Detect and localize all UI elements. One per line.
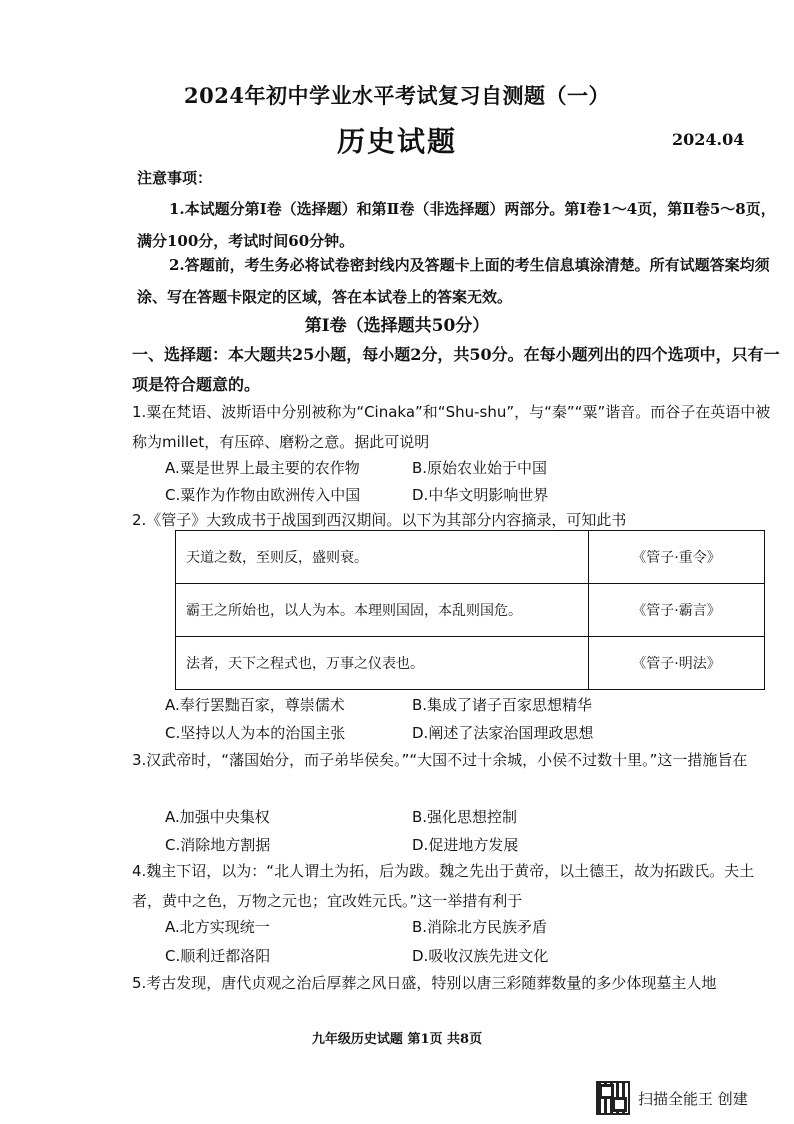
question-3-option-a: A.加强中央集权: [165, 808, 270, 826]
scanner-watermark: [596, 1081, 748, 1115]
scanner-text: 扫描全能王 创建: [638, 1089, 748, 1108]
question-1-stem: 1.粟在梵语、波斯语中分别被称为“Cinaka”和“Shu-shu”，与“秦”“粟”谐音。而谷子在英语中被称为millet，有压碎、磨粉之意。据此可说明: [132, 403, 771, 451]
table-row: [176, 584, 765, 637]
question-1-option-d: D.中华文明影响世界: [412, 486, 549, 504]
section-instruction: 一、选择题：本大题共25小题，每小题2分，共50分。在每小题列出的四个选项中，只有一项是符合题意的。: [132, 345, 780, 394]
question-2-stem: 2.《管子》大致成书于战国到西汉期间。以下为其部分内容摘录，可知此书: [132, 511, 627, 529]
quote-text: 天道之数，至则反，盛则衰。: [176, 531, 589, 584]
question-1-option-c: C.粟作为作物由欧洲传入中国: [165, 486, 361, 504]
page-footer: 九年级历史试题 第1页 共8页: [311, 1032, 483, 1047]
note-item-2: 2.答题前，考生务必将试卷密封线内及答题卡上面的考生信息填涂清楚。所有试题答案均须涂、写在答题卡限定的区域，答在本试卷上的答案无效。: [137, 256, 770, 306]
quote-text: 法者，天下之程式也，万事之仪表也。: [176, 637, 589, 690]
question-1-option-a: A.粟是世界上最主要的农作物: [165, 459, 360, 477]
question-4-option-b: B.消除北方民族矛盾: [412, 918, 548, 936]
section-title: 第Ⅰ卷（选择题共50分）: [304, 316, 490, 336]
question-4-stem: 4.魏主下诏，以为：“北人谓土为拓，后为跋。魏之先出于黄帝，以土德王，故为拓跋氏。夫土者，黄中之色，万物之元也；宜改姓元氏。”这一举措有利于: [132, 862, 755, 910]
quote-source: 《管子·明法》: [589, 637, 765, 690]
question-3-stem: 3.汉武帝时，“藩国始分，而子弟毕侯矣。”“大国不过十余城，小侯不过数十里。”这一措施旨在: [132, 751, 748, 769]
quote-text: 霸王之所始也，以人为本。本理则国固，本乱则国危。: [176, 584, 589, 637]
question-5-stem: 5.考古发现，唐代贞观之治后厚葬之风日盛，特别以唐三彩随葬数量的多少体现墓主人地: [132, 974, 717, 992]
question-2-option-c: C.坚持以人为本的治国主张: [165, 724, 346, 742]
question-1-option-b: B.原始农业始于中国: [412, 459, 548, 477]
table-row: [176, 637, 765, 690]
question-2-option-b: B.集成了诸子百家思想精华: [412, 696, 593, 714]
note-item-1: 1.本试题分第Ⅰ卷（选择题）和第Ⅱ卷（非选择题）两部分。第Ⅰ卷1～4页，第Ⅱ卷5～8页，满分100分，考试时间60分钟。: [137, 200, 776, 250]
subject-title: 历史试题: [336, 125, 457, 158]
exam-title: 2024年初中学业水平考试复习自测题（一）: [184, 83, 610, 108]
quote-table: [175, 530, 765, 690]
question-3-option-b: B.强化思想控制: [412, 808, 518, 826]
table-row: [176, 531, 765, 584]
question-4-option-a: A.北方实现统一: [165, 918, 270, 936]
quote-source: 《管子·霸言》: [589, 584, 765, 637]
question-4-option-c: C.顺利迁都洛阳: [165, 947, 271, 965]
quote-source: 《管子·重令》: [589, 531, 765, 584]
question-3-option-c: C.消除地方割据: [165, 836, 271, 854]
qr-code-icon: [596, 1081, 630, 1115]
question-4-option-d: D.吸收汉族先进文化: [412, 947, 549, 965]
notes-heading: 注意事项：: [137, 169, 213, 187]
question-3-option-d: D.促进地方发展: [412, 836, 519, 854]
exam-date: 2024.04: [672, 130, 745, 149]
question-2-option-d: D.阐述了法家治国理政思想: [412, 724, 594, 742]
question-2-option-a: A.奉行罢黜百家，尊崇儒术: [165, 696, 345, 714]
